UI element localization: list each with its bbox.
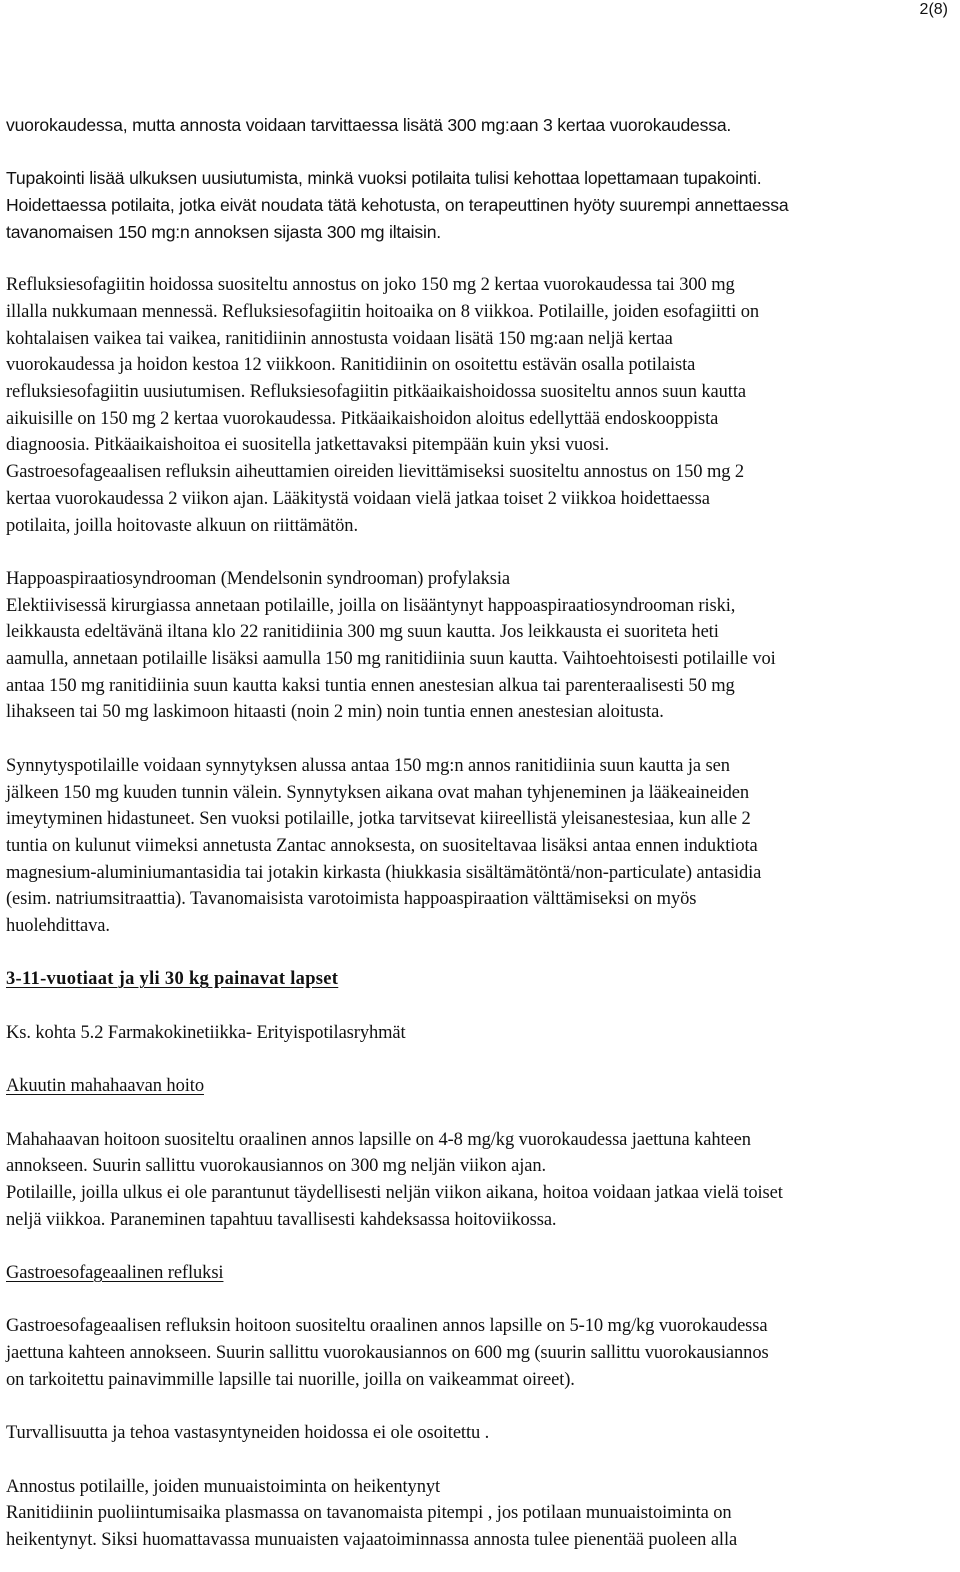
text-line: kohtalaisen vaikea tai vaikea, ranitidiinin annostusta voidaan lisätä 150 mg:aan neljä kertaa (6, 328, 673, 349)
text-line: aikuisille on 150 mg 2 kertaa vuorokaudessa. Pitkäaikaishoidon aloitus edellyttää endoskooppista (6, 408, 719, 429)
text-line: magnesium-aluminiumantasidia tai jotakin kirkasta (hiukkasia sisältämätöntä/non-particulate) antasidia (6, 862, 762, 883)
children-reference (6, 1020, 958, 1047)
text-line: heikentynyt. Siksi huomattavassa munuaisten vajaatoiminnassa annosta tulee pienentää puoleen alla (6, 1530, 738, 1551)
text-line: lihakseen tai 50 mg laskimoon hitaasti (noin 2 min) noin tuntia ennen anestesian aloitusta. (6, 702, 664, 723)
text-line: imeytyminen hidastuneet. Sen vuoksi potilaille, jotka tarvitsevat kiireellistä yleisanestesiaa, kun alle 2 (6, 809, 751, 830)
text-line: potilaita, joilla hoitovaste alkuun on riittämätön. (6, 515, 358, 536)
acute-ulcer-heading-block (6, 1073, 958, 1100)
text-line: tuntia on kulunut viimeksi annetusta Zantac annoksesta, on suositeltavaa lisäksi antaa ennen induktiota (6, 835, 758, 856)
text-line: Potilaille, joilla ulkus ei ole parantunut täydellisesti neljän viikon aikana, hoitoa voidaan jatkaa vielä toiset (6, 1183, 783, 1203)
text-line: Turvallisuutta ja tehoa vastasyntyneiden hoidossa ei ole osoitettu . (6, 1423, 490, 1444)
section-title: Happoaspiraatiosyndrooman (Mendelsonin syndrooman) profylaksia (6, 568, 510, 589)
text-line: diagnoosia. Pitkäaikaishoitoa ei suositella jatkettavaksi pitempään kuin yksi vuosi. (6, 435, 610, 456)
paragraph-newborn (6, 1420, 958, 1447)
page-number: 2(8) (919, 1, 948, 18)
text-line: refluksiesofagiitin uusiutumisen. Refluksiesofagiitin pitkäaikaishoidossa suositeltu annos suun kautta (6, 382, 746, 402)
paragraph-acute-ulcer (6, 1127, 958, 1234)
text-line: vuorokaudessa ja hoidon kestoa 12 viikkoon. Ranitidiinin on osoitettu estävän osalla potilaista (6, 355, 696, 376)
text-line: Gastroesofageaalisen refluksin aiheuttamien oireiden lievittämiseksi suositeltu annostus on 150 mg 2 (6, 462, 745, 483)
children-heading: 3-11-vuotiaat ja yli 30 kg painavat lapset (6, 969, 339, 990)
text-line: Refluksiesofagiitin hoidossa suositeltu annostus on joko 150 mg 2 kertaa vuorokaudessa tai 300 mg (6, 275, 735, 296)
text-line: tavanomaisen 150 mg:n annoksen sijasta 300 mg iltaisin. (6, 221, 441, 242)
text-line: huolehdittava. (6, 916, 110, 937)
gerd-heading-block (6, 1260, 958, 1287)
text-line: vuorokaudessa, mutta annosta voidaan tarvittaessa lisätä 300 mg:aan 3 kertaa vuorokaudessa. (6, 115, 732, 135)
text-line: kertaa vuorokaudessa 2 viikon ajan. Lääkitystä voidaan vielä jatkaa toiset 2 viikkoa hoidettaessa (6, 488, 710, 509)
text-line: jälkeen 150 mg kuuden tunnin välein. Synnytyksen aikana ovat mahan tyhjeneminen ja lääkeaineiden (6, 782, 750, 803)
text-line: Tupakointi lisää ulkuksen uusiutumista, minkä vuoksi potilaita tulisi kehottaa lopettamaan tupakointi. (6, 168, 762, 189)
acute-ulcer-heading: Akuutin mahahaavan hoito (6, 1076, 204, 1097)
text-line: leikkausta edeltävänä iltana klo 22 ranitidiinia 300 mg suun kautta. Jos leikkausta ei suoriteta heti (6, 622, 719, 643)
gerd-heading: Gastroesofageaalinen refluksi (6, 1263, 224, 1284)
text-line: Elektiivisessä kirurgiassa annetaan potilaille, joilla on lisääntynyt happoaspiraatiosyndrooman riski, (6, 595, 736, 616)
text-line: on tarkoitettu painavimmille lapsille tai nuorille, joilla on vaikeammat oireet). (6, 1369, 575, 1390)
paragraph-dose-increase (6, 112, 958, 139)
text-line: Hoidettaessa potilaita, jotka eivät noudata tätä kehotusta, on terapeuttinen hyöty suurempi annettaessa (6, 195, 789, 216)
section-title: Annostus potilaille, joiden munuaistoiminta on heikentynyt (6, 1476, 441, 1497)
paragraph-reflux-esophagitis (6, 272, 958, 539)
paragraph-smoking (6, 165, 958, 245)
text-line: annokseen. Suurin sallittu vuorokausiannos on 300 mg neljän viikon ajan. (6, 1156, 547, 1177)
paragraph-renal (6, 1474, 958, 1554)
text-line: (esim. natriumsitraattia). Tavanomaisista varotoimista happoaspiraation välttämiseksi on myös (6, 889, 697, 910)
text-line: Ks. kohta 5.2 Farmakokinetiikka- Erityispotilasryhmät (6, 1022, 406, 1043)
paragraph-gerd (6, 1313, 958, 1393)
text-line: aamulla, annetaan potilaille lisäksi aamulla 150 mg ranitidiinia suun kautta. Vaihtoehtoisesti potilaille voi (6, 649, 776, 670)
text-line: jaettuna kahteen annokseen. Suurin sallittu vuorokausiannos on 600 mg (suurin sallittu vuorokausiannos (6, 1343, 769, 1364)
paragraph-obstetric (6, 753, 958, 940)
text-line: antaa 150 mg ranitidiinia suun kautta kaksi tuntia ennen anestesian alkua tai parenteraalisesti 50 mg (6, 675, 735, 696)
document-body (6, 112, 958, 1554)
text-line: Mahahaavan hoitoon suositeltu oraalinen annos lapsille on 4-8 mg/kg vuorokaudessa jaettuna kahteen (6, 1129, 751, 1150)
text-line: neljä viikkoa. Paraneminen tapahtuu tavallisesti kahdeksassa hoitoviikossa. (6, 1209, 557, 1230)
text-line: Gastroesofageaalisen refluksin hoitoon suositeltu oraalinen annos lapsille on 5-10 mg/kg vuorokaudessa (6, 1316, 768, 1337)
text-line: illalla nukkumaan mennessä. Refluksiesofagiitin hoitoaika on 8 viikkoa. Potilaille, joiden esofagiitti on (6, 301, 759, 322)
paragraph-mendelson-prophylaxis (6, 566, 958, 726)
text-line: Ranitidiinin puoliintumisaika plasmassa on tavanomaista pitempi , jos potilaan munuaistoiminta on (6, 1503, 732, 1524)
children-heading-block (6, 966, 958, 993)
text-line: Synnytyspotilaille voidaan synnytyksen alussa antaa 150 mg:n annos ranitidiinia suun kautta ja sen (6, 755, 730, 776)
